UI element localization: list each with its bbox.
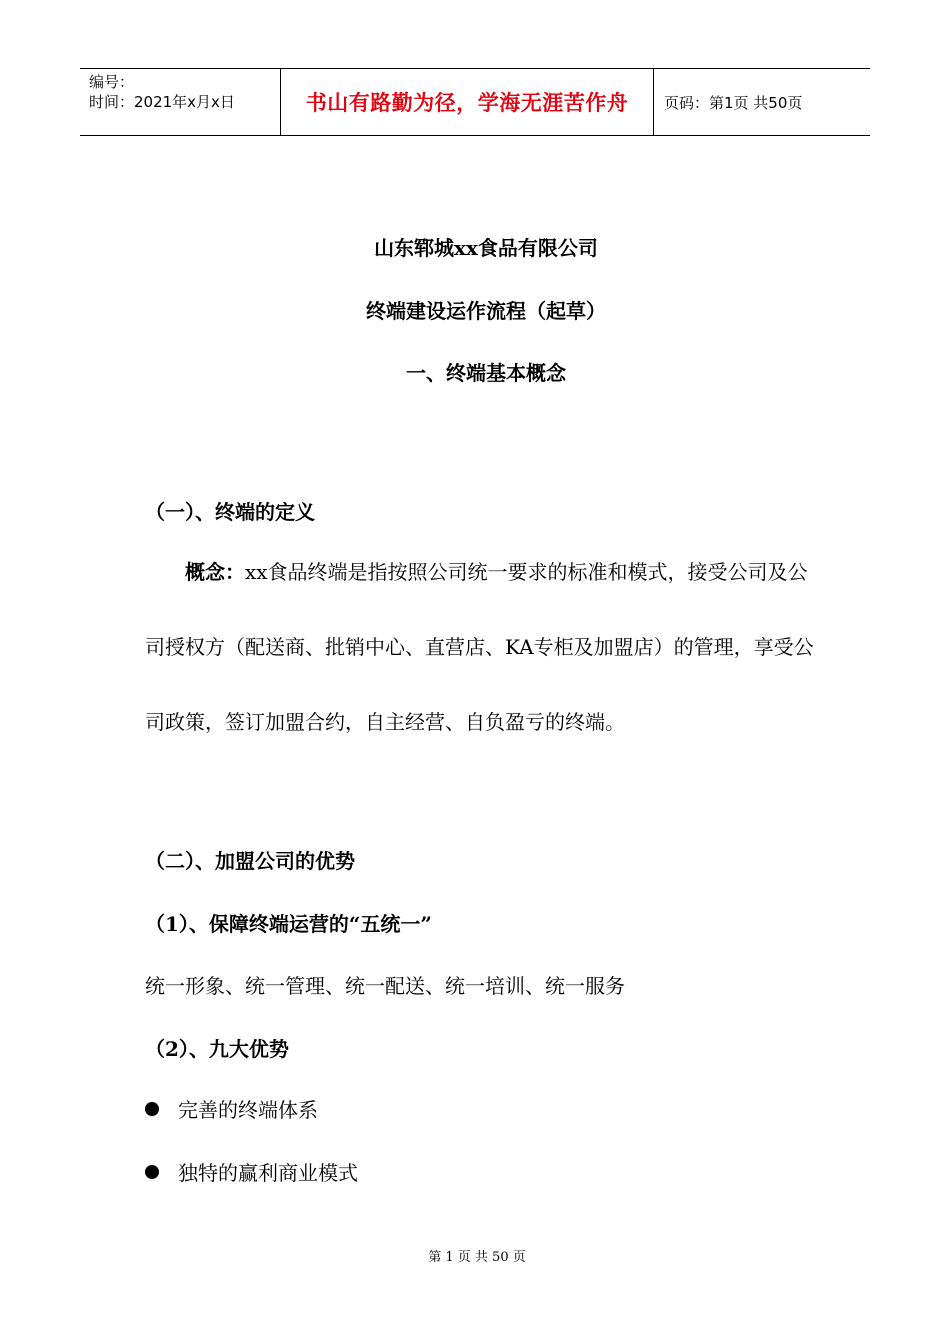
heading-nine-advantages: （2）、九大优势 (145, 1037, 289, 1061)
list-item (145, 1157, 358, 1186)
list-item-text: 完善的终端体系 (178, 1098, 318, 1122)
list-item (145, 1094, 318, 1123)
concept-paragraph (145, 535, 815, 760)
page-footer: 第 1 页 共 50 页 (428, 1250, 526, 1265)
header-meta (80, 69, 281, 135)
heading-advantages: （二）、加盟公司的优势 (145, 849, 355, 873)
heading-definition: （一）、终端的定义 (145, 500, 315, 524)
time-label: 时间：2021年x月x日 (89, 93, 235, 111)
concept-label: 概念： (185, 560, 245, 584)
page-header (80, 68, 870, 136)
section-title: 一、终端基本概念 (406, 361, 566, 385)
company-title: 山东郓城xx食品有限公司 (374, 236, 598, 260)
five-unified-text: 统一形象、统一管理、统一配送、统一培训、统一服务 (145, 974, 625, 998)
header-motto: 书山有路勤为径，学海无涯苦作舟 (281, 69, 654, 135)
number-label: 编号： (89, 73, 135, 91)
concept-text: xx食品终端是指按照公司统一要求的标准和模式，接受公司及公司授权方（配送商、批销中心、直营店、KA专柜及加盟店）的管理，享受公司政策，签订加盟合约，自主经营、自负盈亏的终端。 (145, 560, 814, 734)
bullet-icon (145, 1165, 159, 1179)
header-page-label: 页码：第1页 共50页 (664, 93, 803, 112)
bullet-icon (145, 1102, 159, 1116)
list-item-text: 独特的赢利商业模式 (178, 1161, 358, 1185)
heading-five-unified: （1）、保障终端运营的“五统一” (145, 912, 432, 936)
document-title: 终端建设运作流程（起草） (366, 299, 606, 323)
